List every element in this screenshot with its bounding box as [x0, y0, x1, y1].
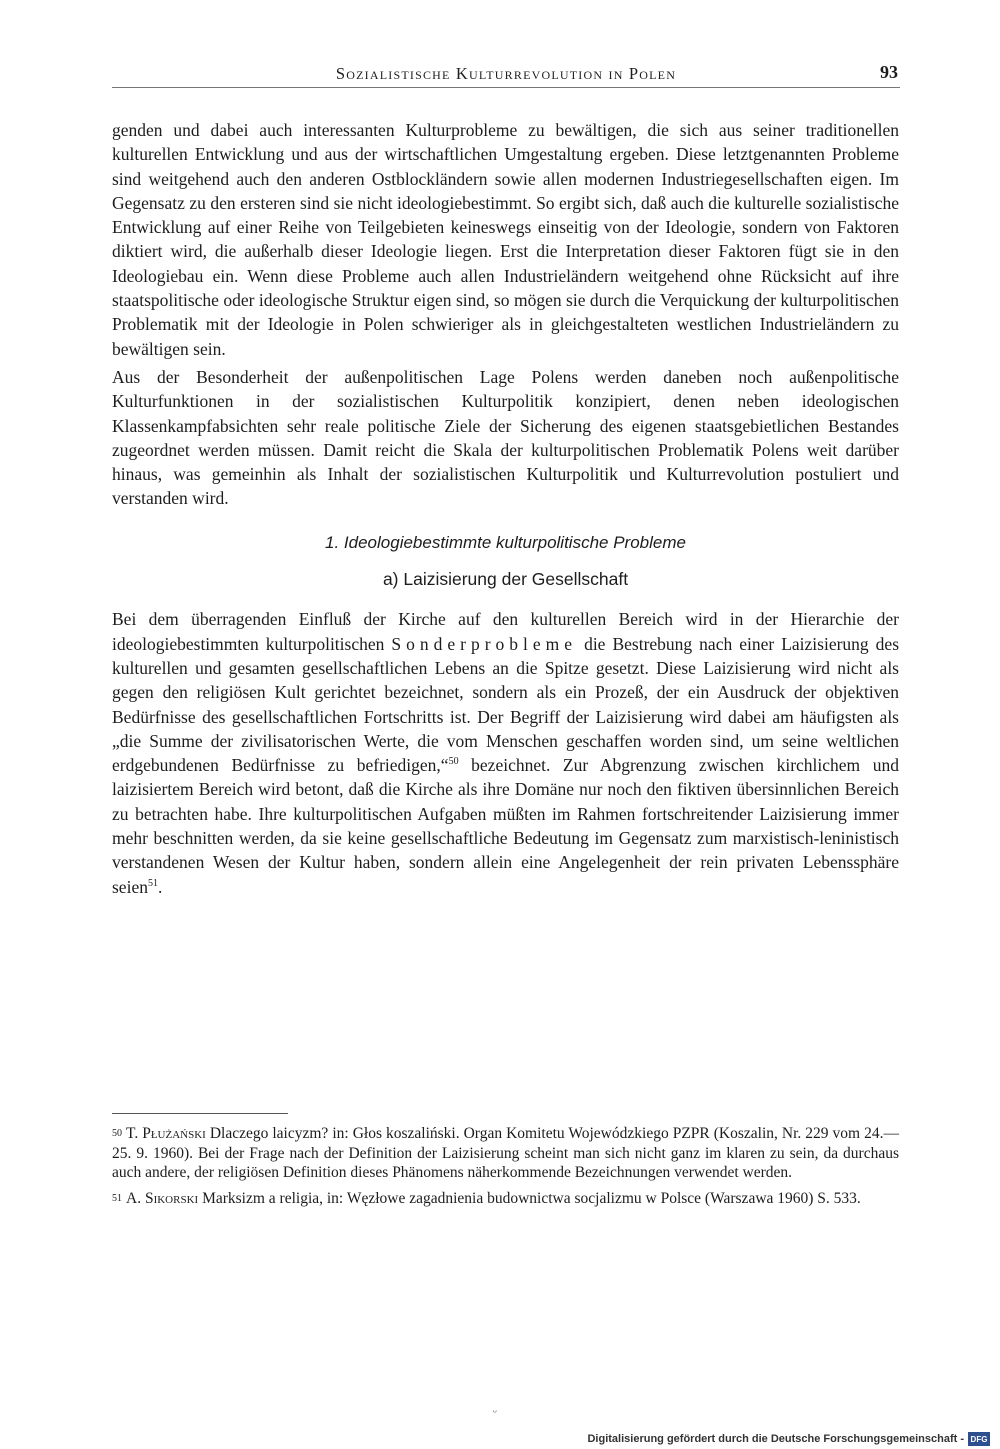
footnote-rule	[112, 1113, 288, 1114]
footnote-ref-50: 50	[448, 756, 459, 768]
header-rule	[112, 87, 900, 88]
page-header	[112, 62, 900, 88]
running-title: Sozialistische Kulturrevolution in Polen	[335, 64, 677, 83]
section-heading: 1. Ideologiebestimmte kulturpolitische Probleme	[325, 532, 686, 552]
footnote-text: Dlaczego laicyzm? in: Głos koszaliński. Organ Komitetu Wojewódzkiego PZPR (Koszalin, Nr. 229 vom 24.—25. 9. 1960). Bei der Frage nach der Definition der Laizisierung scheint man sich nicht ganz im klaren zu sein, da durchaus auch andere, der religiösen Definition dieses Phänomens näherkommende Bezeichnungen verwendet werden.	[112, 1125, 900, 1181]
footnote-51	[112, 1189, 899, 1209]
paragraph-2: Aus der Besonderheit der außenpolitischen Lage Polens werden daneben noch außenpolitische Kulturfunktionen in der sozialistischen Kulturpolitik konzipiert, denen neben ideologischen Klassenkampfabsichten sehr reale politische Ziele der Sicherung des eigenen staatsgebietlichen Bestandes zugeordnet werden müssen. Damit reicht die Skala der kulturpolitischen Problematik Polens weit darüber hinaus, was gemeinhin als Inhalt der sozialistischen Kulturpolitik und Kulturrevolution postuliert und verstanden wird.	[112, 366, 899, 509]
credit-text: Digitalisierung gefördert durch die Deutsche Forschungsgemeinschaft -	[587, 1433, 964, 1445]
footnotes	[112, 1124, 899, 1208]
footnote-50	[112, 1124, 899, 1183]
paragraph-3-part-2: die Bestrebung nach einer Laizisierung des kulturellen und gesamten gesellschaftlichen Lebens an die Spitze gesetzt. Diese Laizisierung wird nicht als gegen den religiösen Kult gerichtet bezeichnet, sondern als ein Prozeß, der ein Ausdruck der objektiven Bedürfnisse des gesellschaftlichen Fortschritts ist. Der Begriff der Laizisierung wird dabei am häufigsten als „die Summe der zivilisatorischen Werte, die vom Menschen geschaffen worden sind, um seine weltlichen erdgebundenen Bedürfnisse zu befriedigen,“	[112, 633, 899, 776]
footnote-number: 50	[112, 1128, 122, 1139]
paragraph-3	[112, 607, 899, 899]
footnote-text: Marksizm a religia, in: Węzłowe zagadnienia budownictwa socjalizmu w Polsce (Warszawa 1960) S. 533.	[198, 1189, 861, 1207]
footnote-author: A. Sikorski	[126, 1189, 199, 1207]
body-text	[112, 118, 899, 899]
dfg-logo-icon: DFG	[968, 1432, 990, 1446]
page-number: 93	[880, 62, 898, 82]
paragraph-3-part-4: .	[157, 876, 163, 897]
footnote-number: 51	[112, 1192, 122, 1204]
paragraph-3-part-1: Bei dem überragenden Einfluß der Kirche auf den kulturellen Bereich wird in der Hierarchie der ideologiebestimmten kulturpolitischen	[112, 609, 899, 654]
subsection-heading: a) Laizisierung der Gesellschaft	[382, 569, 629, 590]
bottom-mark: ᵕ	[493, 1404, 497, 1419]
spaced-term: Sonderprobleme	[391, 633, 578, 654]
paragraph-1: genden und dabei auch interessanten Kulturprobleme zu bewältigen, die sich aus seiner traditionellen kulturellen Entwicklung und aus der wirtschaftlichen Umgestaltung ergeben. Diese letztgenannten Probleme sind weitgehend auch den anderen Ostblockländern sowie allen modernen Industriegesellschaften eigen. Im Gegensatz zu den ersteren sind sie nicht ideologiebestimmt. So ergibt sich, daß auch die kulturelle sozialistische Entwicklung auf einer Reihe von Teilgebieten keineswegs einseitig von der Ideologie, sondern von Faktoren diktiert wird, die außerhalb dieser Ideologie liegen. Erst die Interpretation dieser Faktoren fügt sie in den Ideologiebau ein. Wenn diese Probleme auch allen Industrieländern weitgehend ohne Rücksicht auf ihre staatspolitische oder ideologische Struktur eigen sind, so mögen sie durch die Verquickung der kulturpolitischen Problematik mit der Ideologie in Polen schwieriger als in gleichgestalteten westlichen Industrieländern zu bewältigen sein.	[112, 120, 899, 359]
paragraph-3-part-3: bezeichnet. Zur Abgrenzung zwischen kirchlichem und laizisiertem Bereich wird betont, daß die Kirche als ihre Domäne nur noch den fiktiven übersinnlichen Bereich zu betrachten habe. Ihre kulturpolitischen Aufgaben müßten im Rahmen fortschreitender Laizisierung immer mehr beschnitten werden, da sie keine gesellschaftliche Bedeutung im Gegensatz zum marxistisch-leninistisch verstandenen Wesen der Kultur haben, sondern allein eine Angelegenheit der rein privaten Lebenssphäre seien	[112, 755, 899, 897]
footnote-author: T. Płużański	[126, 1125, 206, 1142]
digitization-credit	[587, 1431, 990, 1447]
footnote-ref-51: 51	[147, 877, 158, 889]
